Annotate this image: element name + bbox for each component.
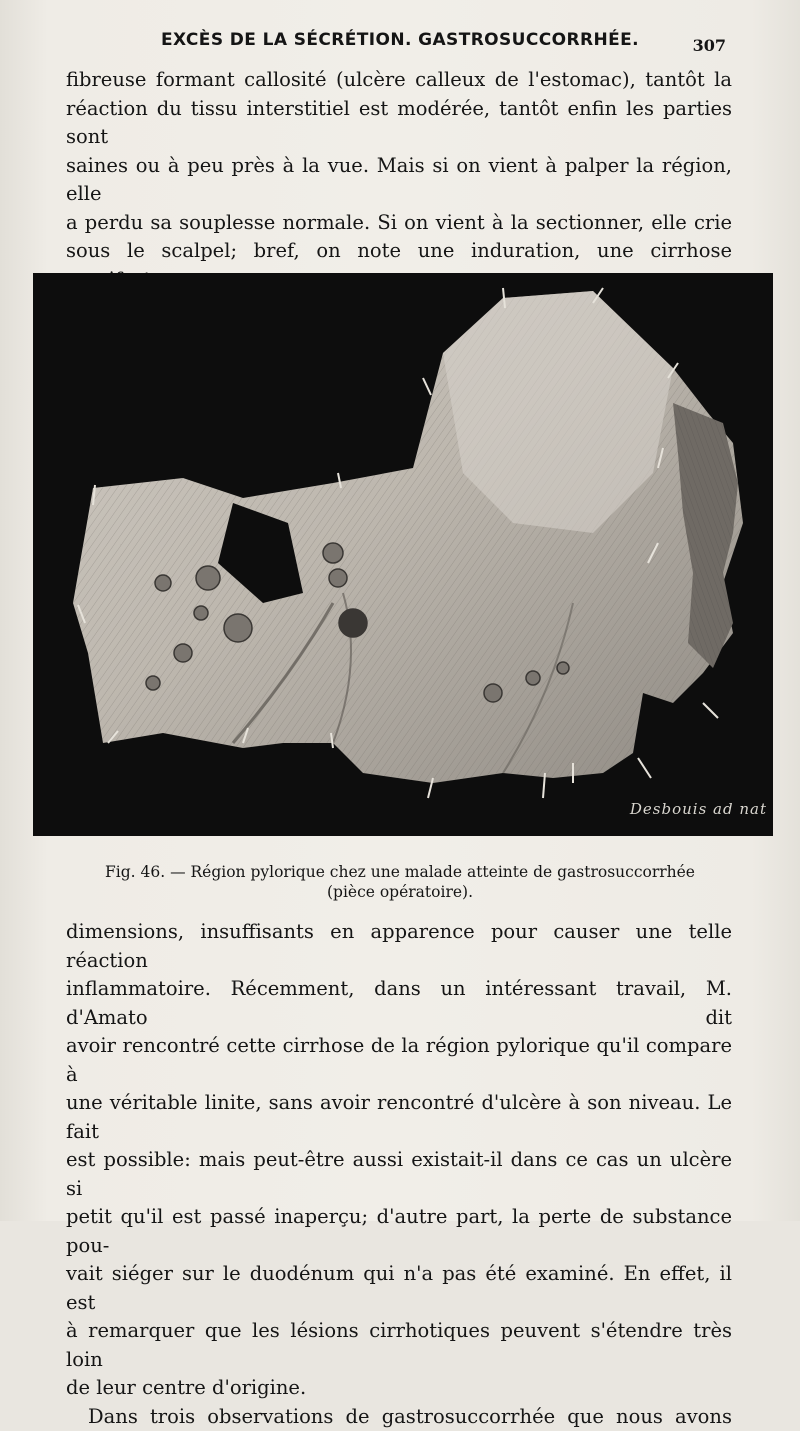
text-line: fibreuse formant callosité (ulcère calleux de l'estomac), tantôt la (66, 66, 732, 95)
caption-line: Fig. 46. — Région pylorique chez une malade atteinte de gastrosuccorrhée (80, 862, 720, 882)
specimen-drawing (33, 273, 773, 836)
text-line: réaction du tissu interstitiel est modérée, tantôt enfin les parties sont (66, 95, 732, 152)
text-line: sous le scalpel; bref, on note une induration, une cirrhose (66, 237, 732, 294)
text-line: inflammatoire. Récemment, dans un intéressant travail, M. d'Amato dit (66, 975, 732, 1032)
text-line: est possible: mais peut-être aussi existait-il dans ce cas un ulcère si (66, 1146, 732, 1203)
text-line: une véritable linite, sans avoir rencontré d'ulcère à son niveau. Le fait (66, 1089, 732, 1146)
text-line: petit qu'il est passé inaperçu; d'autre part, la perte de substance pou- (66, 1203, 732, 1260)
figure-caption (80, 862, 720, 902)
text-line: Dans trois observations de gastrosuccorrhée que nous avons (66, 1403, 732, 1431)
caption-line: (pièce opératoire). (80, 882, 720, 902)
page-number: 307 (693, 36, 726, 55)
text-line: a perdu sa souplesse normale. Si on vient à la sectionner, elle crie (66, 209, 732, 238)
text-line: de leur centre d'origine. (66, 1374, 732, 1403)
paragraph-bottom (66, 918, 732, 1431)
page-header (0, 30, 800, 60)
artist-signature: Desbouis ad nat (630, 800, 767, 818)
running-title: EXCÈS DE LA SÉCRÉTION. GASTROSUCCORRHÉE. (160, 30, 640, 50)
figure-illustration (33, 273, 773, 836)
text-line: saines ou à peu près à la vue. Mais si on vient à palper la région, elle (66, 152, 732, 209)
text-line: vait siéger sur le duodénum qui n'a pas été examiné. En effet, il est (66, 1260, 732, 1317)
text-line: avoir rencontré cette cirrhose de la région pylorique qu'il compare à (66, 1032, 732, 1089)
text-line: dimensions, insuffisants en apparence pour causer une telle réaction (66, 918, 732, 975)
text-line: à remarquer que les lésions cirrhotiques peuvent s'étendre très loin (66, 1317, 732, 1374)
